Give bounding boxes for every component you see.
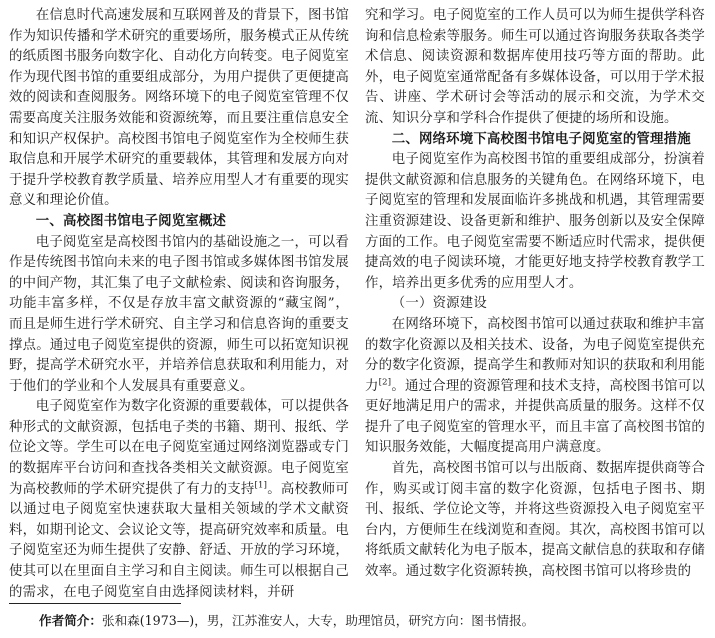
- section-heading-management: 二、网络环境下高校图书馆电子阅览室的管理措施: [391, 131, 691, 147]
- resources-paragraph-continued: 究和学习。电子阅览室的工作人员可以为师生提供学科咨询和信息检索等服务。师生可以通过咨询服务获取各类学术信息、阅读资源和数据库使用技巧等方面的帮助。此外，电子阅览室通常配备有多媒体设备，可以用于学术报告、讲座、学术研讨会等活动的展示和交流，为学术交流、知识分享和学科合作提供了便捷的场所和设施。: [365, 8, 705, 126]
- intro-paragraph: 在信息时代高速发展和互联网普及的背景下，图书馆作为知识传播和学术研究的重要场所，服务模式正从传统的纸质图书服务向数字化、自动化方向转变。电子阅览室作为现代图书馆的重要组成部分，为用户提供了更便捷高效的阅读和查阅服务。网络环境下的电子阅览室管理不仅需要高度关注服务效能和资源统筹，而且要注重信息安全和知识产权保护。高校图书馆电子阅览室作为全校师生获取信息和开展学术研究的重要载体，其管理和发展方向对于提升学校教育教学质量、培养应用型人才有重要的现实意义和理论价值。: [9, 8, 349, 209]
- resources-paragraph: [9, 397, 349, 603]
- right-column: [365, 6, 705, 583]
- procurement-paragraph: 首先，高校图书馆可以与出版商、数据库提供商等合作，购买或订阅丰富的数字化资源，包括电子图书、期刊、报纸、学位论文等，并将这些资源投入电子阅览室平台内，方便师生在线浏览和查阅。其次，高校图书馆可以将纸质文献转化为电子版本，提高文献信息的获取和存储效率。通过数字化资源转换，高校图书馆可以将珍贵的: [365, 461, 705, 580]
- footnote-label: 作者简介：: [39, 613, 102, 628]
- resources-text-b: 。高校教师可以通过电子阅览室快速获取大量相关领域的学术文献资料，如期刊论文、会议论文等，提高研究效率和质量。电子阅览室还为师生提供了安静、舒适、开放的学习环境，使其可以在里面自主学习和自主阅读。师生可以根据自己的需求，在电子阅览室自由选择阅读材料，并研: [9, 481, 349, 600]
- resources-text-a: 电子阅览室作为数字化资源的重要载体，可以提供各种形式的文献资源，包括电子类的书籍、期刊、报纸、学位论文等。学生可以在电子阅览室通过网络浏览器或专门的数据库平台访问和查找各类相关文献资源。电子阅览室为高校教师的学术研究提供了有力的支持: [9, 399, 349, 497]
- subsection-heading-resource-building: （一）资源建设: [391, 296, 487, 312]
- footnote-text: 张和森(1973—)，男，江苏淮安人，大专，助理馆员，研究方向：图书情报。: [101, 613, 535, 628]
- overview-paragraph: 电子阅览室是高校图书馆内的基础设施之一，可以看作是传统图书馆向未来的电子图书馆或多媒体图书馆发展的中间产物，其汇集了电子文献检索、阅读和咨询服务，功能丰富多样，不仅是存放丰富文献资源的“藏宝阁”，而且是师生进行学术研究、自主学习和信息咨询的重要支撑点。通过电子阅览室提供的资源，师生可以拓宽知识视野，提高学术研究水平，并培养信息获取和利用能力，对于他们的学业和个人发展具有重要意义。: [9, 234, 349, 394]
- resource-building-paragraph: [365, 315, 705, 459]
- left-column: [9, 6, 349, 603]
- author-footnote: [39, 612, 699, 630]
- citation-ref-1: [1]: [254, 480, 268, 491]
- management-paragraph: 电子阅览室作为高校图书馆的重要组成部分，扮演着提供文献资源和信息服务的关键角色。在网络环境下，电子阅览室的管理和发展面临许多挑战和机遇，其管理需要注重资源建设、设备更新和维护、服务创新以及安全保障方面的工作。电子阅览室需要不断适应时代需求，提供便捷高效的电子阅读环境，才能更好地支持学校教育教学工作，培养出更多优秀的应用型人才。: [365, 152, 705, 291]
- resource-building-text-b: 。通过合理的资源管理和技术支持，高校图书馆可以更好地满足用户的需求，并提供高质量的服务。这样不仅提升了电子阅览室的管理水平，而且丰富了高校图书馆的知识服务效能，大幅度提高用户满意度。: [365, 378, 705, 456]
- citation-ref-2: [2]: [378, 377, 392, 388]
- footnote-divider: [9, 603, 181, 604]
- resource-building-text-a: 在网络环境下，高校图书馆可以通过获取和维护丰富的数字化资源以及相关技术、设备，为电子阅览室提供充分的数字化资源，提高学生和教师对知识的获取和利用能力: [365, 316, 705, 394]
- section-heading-overview: 一、高校图书馆电子阅览室概述: [35, 213, 227, 229]
